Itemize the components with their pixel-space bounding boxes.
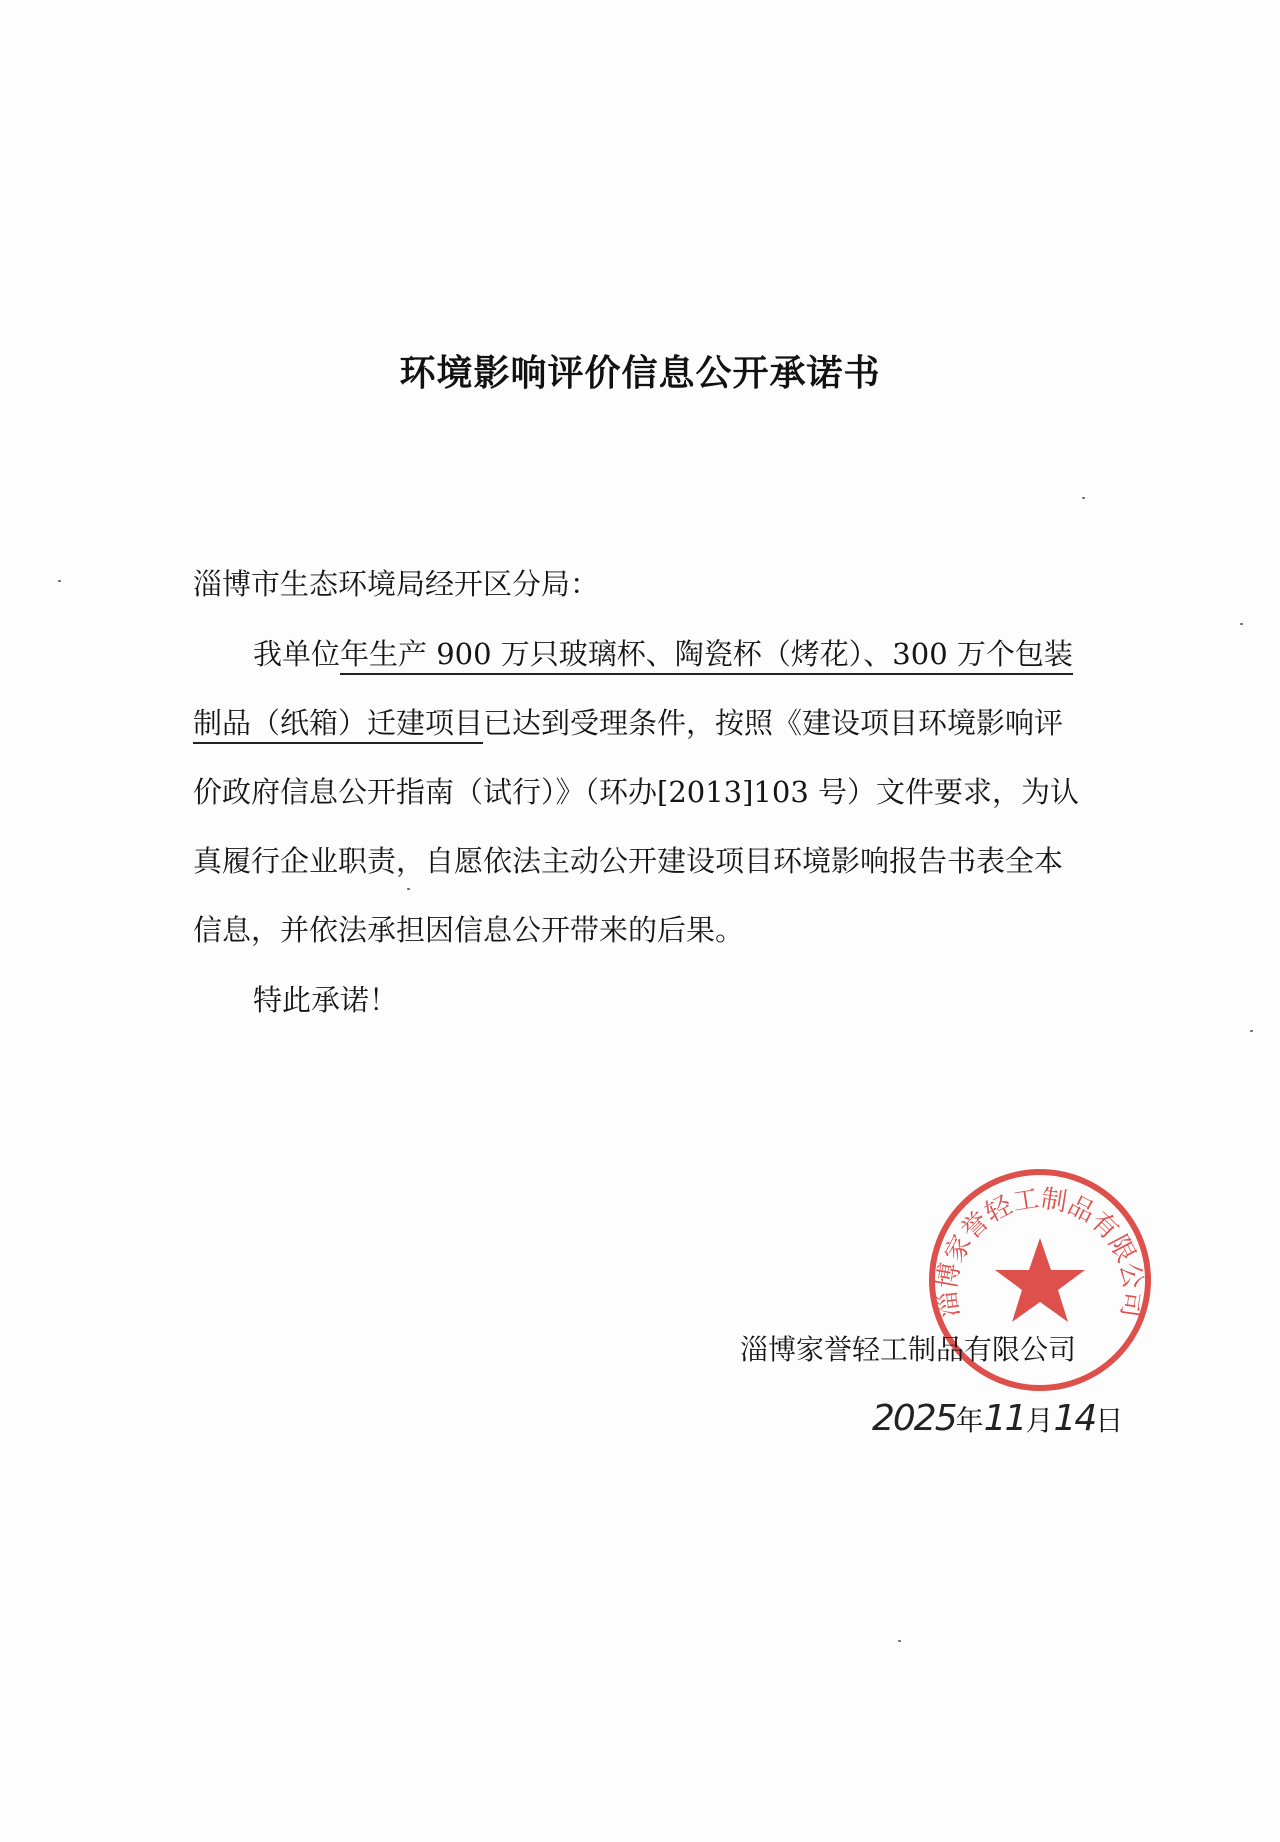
scan-speck bbox=[58, 580, 61, 582]
addressee: 淄博市生态环境局经开区分局： bbox=[193, 567, 600, 601]
date-year: 2025 bbox=[872, 1398, 956, 1439]
paragraph-line-1-prefix: 我单位 bbox=[253, 637, 341, 671]
date-month: 11 bbox=[983, 1398, 1026, 1439]
scan-speck bbox=[898, 1640, 901, 1642]
project-name-part-2: 制品（纸箱）迁建项目 bbox=[193, 706, 483, 744]
closing-statement: 特此承诺！ bbox=[253, 983, 399, 1017]
paragraph-line-1 bbox=[253, 632, 1073, 673]
paragraph-line-5: 信息，并依法承担因信息公开带来的后果。 bbox=[193, 913, 745, 947]
signature-date bbox=[872, 1398, 1123, 1439]
paragraph-line-4: 真履行企业职责，自愿依法主动公开建设项目环境影响报告书表全本 bbox=[193, 844, 1064, 878]
paragraph-line-2 bbox=[193, 701, 1063, 742]
date-month-suffix: 月 bbox=[1025, 1404, 1054, 1437]
seal-star-icon bbox=[995, 1238, 1085, 1322]
company-signature: 淄博家誉轻工制品有限公司 bbox=[740, 1333, 1077, 1366]
project-name-part-1: 年生产 900 万只玻璃杯、陶瓷杯（烤花）、300 万个包装 bbox=[340, 637, 1073, 675]
document-title: 环境影响评价信息公开承诺书 bbox=[399, 353, 881, 394]
scan-speck bbox=[1250, 1030, 1253, 1032]
paragraph-line-3: 价政府信息公开指南（试行）》（环办[2013]103 号）文件要求，为认 bbox=[193, 775, 1080, 809]
scan-speck bbox=[407, 888, 410, 890]
date-day: 14 bbox=[1053, 1398, 1096, 1439]
scan-speck bbox=[1082, 497, 1085, 499]
date-year-suffix: 年 bbox=[955, 1404, 984, 1437]
seal-text: 淄博家誉轻工制品有限公司 bbox=[932, 1184, 1148, 1320]
paragraph-line-2-suffix: 已达到受理条件，按照《建设项目环境影响评 bbox=[483, 706, 1064, 740]
scan-speck bbox=[1240, 623, 1243, 625]
date-day-suffix: 日 bbox=[1095, 1404, 1124, 1437]
